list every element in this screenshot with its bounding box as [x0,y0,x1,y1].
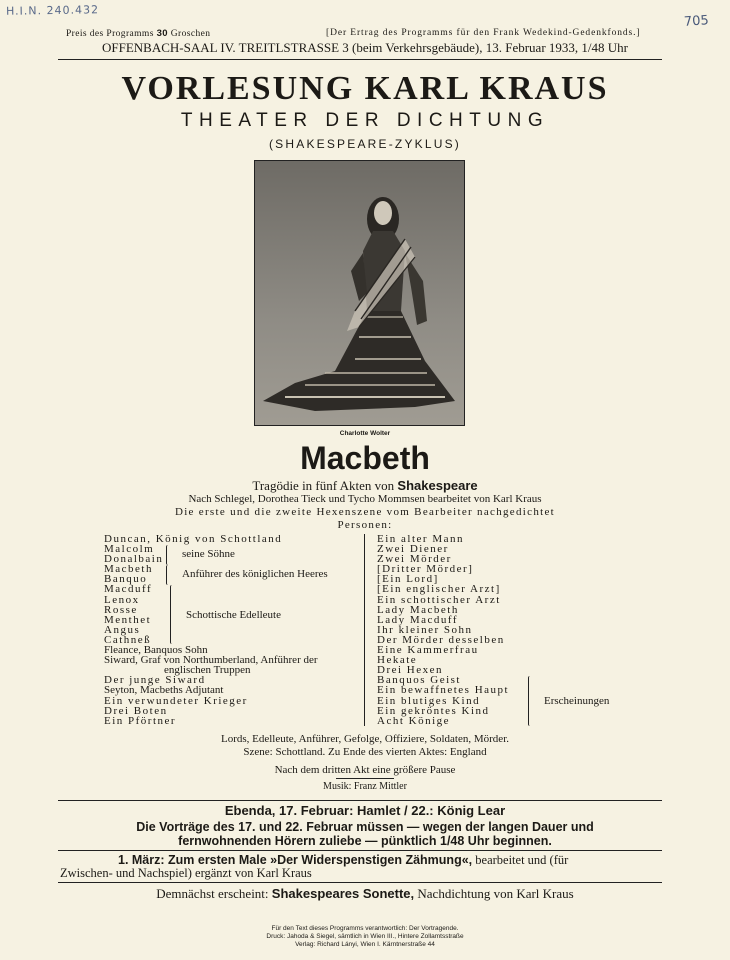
group-nobles: Schottische Edelleute [186,609,281,621]
cast-item: Banquos Geist [377,674,461,687]
group-leaders: Anführer des königlichen Heeres [182,568,328,580]
group-apparitions: Erscheinungen [544,695,610,707]
brace-leaders [166,565,170,585]
persons-heading: Personen: [337,519,393,531]
cast-item: Seyton, Macbeths Adjutant [104,684,224,697]
cast-item: Siward, Graf von Northumberland, Anführer der [104,654,318,667]
short-rule [336,778,394,779]
cast-item: Macbeth [104,563,153,576]
section-rule [58,800,662,801]
march-premiere: 1. März: Zum ersten Male »Der Widerspenstigen Zähmung«, [118,853,473,867]
cast-item: Ein schottischer Arzt [377,593,501,606]
cast-list-left [104,534,318,726]
group-sons: seine Söhne [182,548,235,560]
cast-item: Angus [104,623,141,636]
cast-item: [Dritter Mörder] [377,563,474,576]
photo-caption: Charlotte Wolter [339,430,391,437]
venue-line: OFFENBACH-SAAL IV. TREITLSTRASSE 3 (beim Verkehrsgebäude), 13. Februar 1933, 1/48 Uhr [102,40,628,55]
page-subtitle: THEATER DER DICHTUNG [180,110,550,131]
announcement-dates: Ebenda, 17. Februar: Hamlet / 22.: König Lear [224,803,506,818]
footer-line: Druck: Jahoda & Siegel, sämtlich in Wien III., Hintere Zollamtsstraße [266,933,464,940]
archive-mark: H.I.N. 240.432 [5,3,100,18]
section-rule [58,850,662,851]
cast-item: Ein Pförtner [104,714,177,727]
footer-line: Für den Text dieses Programms verantwortlich: Der Vortragende. [271,925,459,932]
section-rule [58,882,662,883]
music-line: Musik: Franz Mittler [323,781,407,792]
cast-item: Acht Könige [377,714,451,727]
cast-item: Der junge Siward [104,674,206,687]
cast-item: Cathneß [104,633,152,646]
cast-divider [364,534,365,726]
announcement-start-1: Die Vorträge des 17. und 22. Februar müssen — wegen der langen Dauer und [136,820,594,834]
cast-item: Donalbain [104,553,164,566]
cast-item: Rosse [104,603,138,616]
sonette-post: Nachdichtung von Karl Kraus [417,886,574,901]
cast-item: Lenox [104,593,140,606]
price-pre: Preis des Programms [66,29,154,39]
footer-imprint [0,925,730,949]
cast-item: Banquo [104,573,148,586]
header-rule [58,59,662,60]
translation-line: Nach Schlegel, Dorothea Tieck und Tycho Mommsen bearbeitet von Karl Kraus [188,493,542,505]
extras-line: Lords, Edelleute, Anführer, Gefolge, Offiziere, Soldaten, Mörder. [220,733,509,745]
price-line [66,28,210,39]
cast-item: Drei Hexen [377,664,444,677]
cast-item: [Ein Lord] [377,573,439,586]
sonette-title: Shakespeares Sonette, [271,886,415,901]
cycle-label: (SHAKESPEARE-ZYKLUS) [268,137,462,151]
cast-item: Macduff [104,583,153,596]
author-name: Shakespeare [397,478,478,493]
poems-line: Die erste und die zweite Hexenszene vom Bearbeiter nachgedichtet [174,506,556,518]
page-number: 705 [683,13,710,30]
announcement-march-2: Zwischen- und Nachspiel) ergänzt von Karl Kraus [60,866,312,880]
cast-item: Ein bewaffnetes Haupt [377,684,510,697]
cast-item: Der Mörder desselben [377,633,505,646]
brace-sons [166,545,170,565]
announcement-start-2: fernwohnenden Hörern zuliebe — pünktlich 1/48 Uhr beginnen. [178,834,552,848]
sonette-line [0,886,730,902]
sonette-pre: Demnächst erscheint: [156,886,269,901]
march-rest: bearbeitet und (für [472,853,569,867]
cast-item: [Ein englischer Arzt] [377,583,501,596]
footer-line: Verlag: Richard Lányi, Wien I. Kärntnerstraße 44 [295,941,435,948]
genre-line [0,478,730,494]
cast-item: Hekate [377,654,418,667]
pause-line: Nach dem dritten Akt eine größere Pause [274,764,456,776]
cast-list-right [377,534,509,726]
cast-item: Eine Kammerfrau [377,644,479,657]
price-post: Groschen [170,29,211,39]
portrait-photo [254,160,465,426]
cast-item: Zwei Diener [377,543,449,556]
cast-item: Ein verwundeter Krieger [104,694,248,707]
cast-item: Zwei Mörder [377,553,452,566]
cast-item: Lady Macbeth [377,603,459,616]
genre-text: Tragödie in fünf Akten von [252,478,395,493]
cast-item: Fleance, Banquos Sohn [104,644,208,657]
cast-item: Ein alter Mann [377,533,464,545]
cast-item: Lady Macduff [377,613,459,626]
brace-apparitions [528,676,532,726]
cast-item: Ein gekröntes Kind [377,704,490,717]
cast-item: Ihr kleiner Sohn [377,623,473,636]
cast-item: englischen Truppen [164,664,251,677]
page-title: VORLESUNG KARL KRAUS [121,70,609,107]
cast-item: Drei Boten [104,704,168,717]
brace-nobles [170,585,174,644]
cast-item: Menthet [104,613,152,626]
portrait-illustration [255,161,465,426]
ertrag-note: [Der Ertrag des Programms für den Frank Wedekind-Gedenkfonds.] [326,28,641,38]
play-title: Macbeth [300,440,430,476]
cast-item: Duncan, König von Schottland [104,533,283,545]
scene-line: Szene: Schottland. Zu Ende des vierten Aktes: England [243,746,487,758]
cast-item: Ein blutiges Kind [377,694,481,707]
cast-item: Malcolm [104,543,155,556]
price-value: 30 [156,28,168,39]
